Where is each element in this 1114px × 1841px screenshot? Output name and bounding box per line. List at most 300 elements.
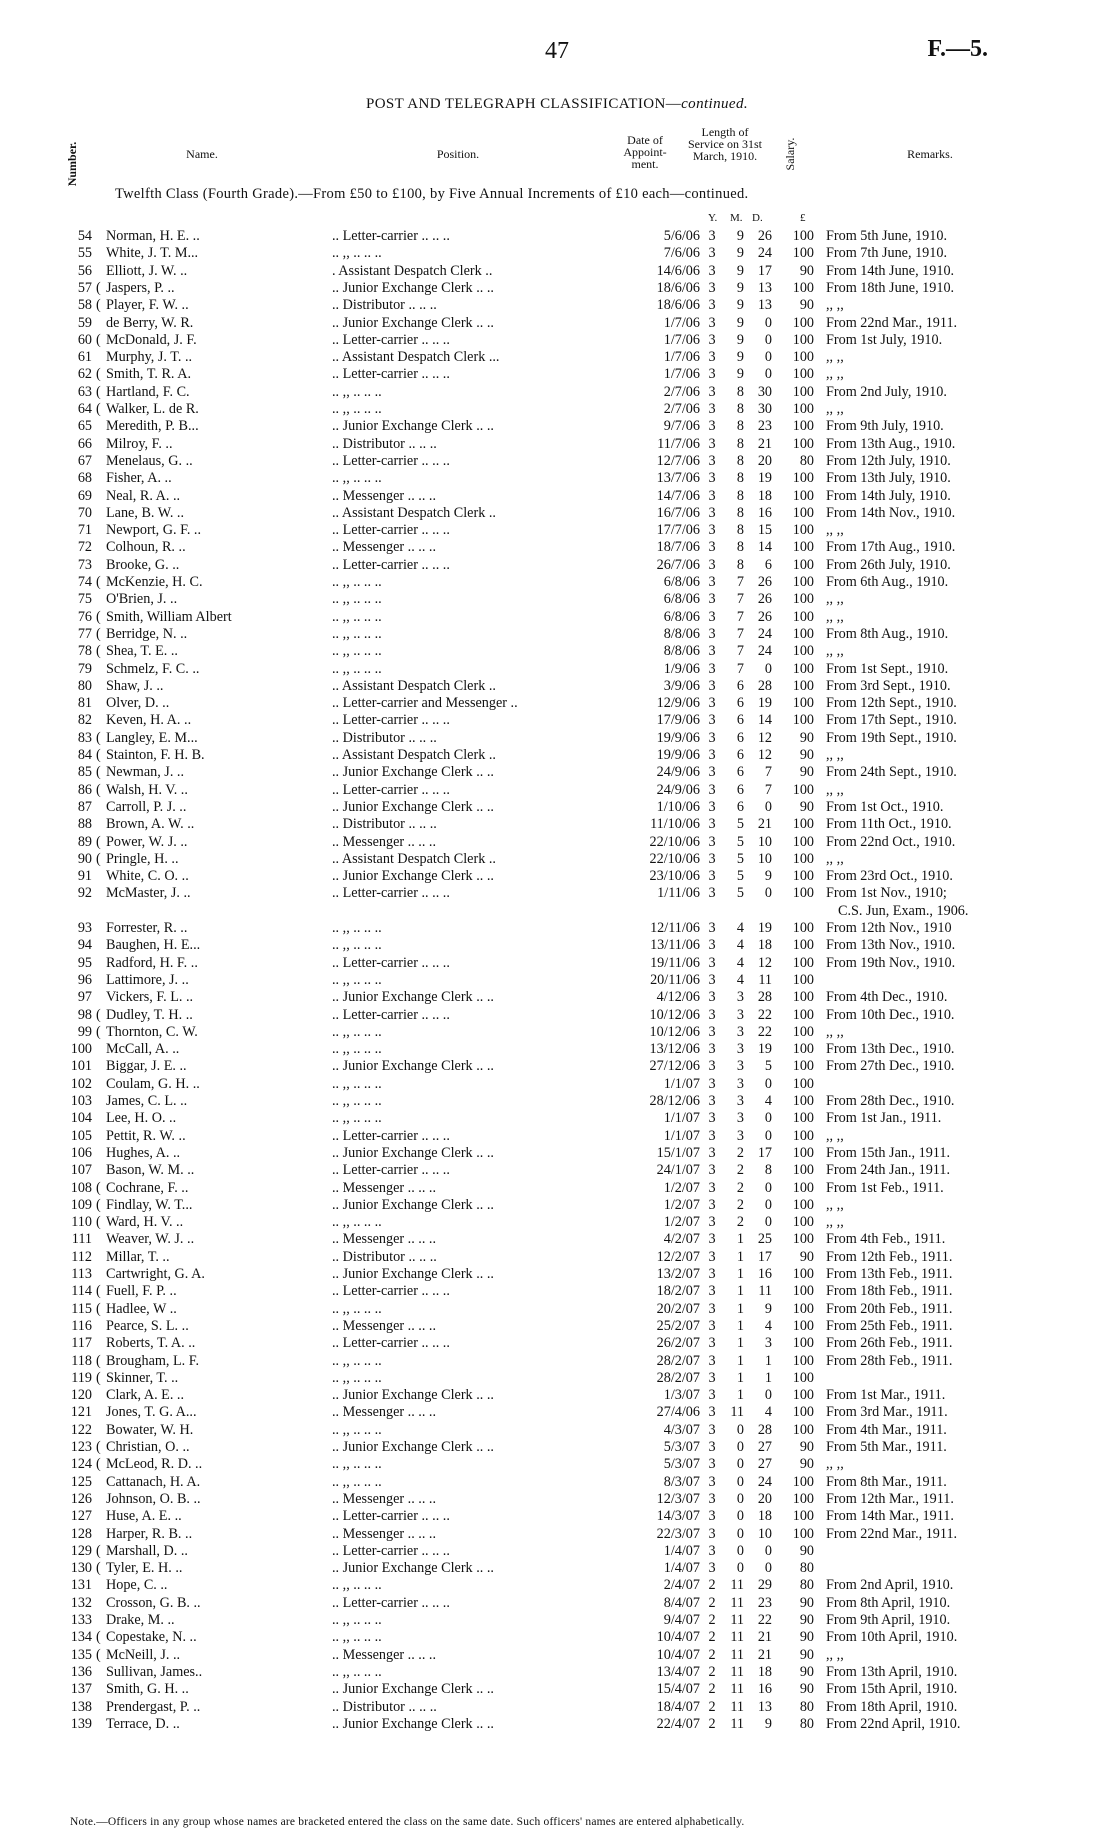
table-row [0, 955, 1114, 972]
table-row [0, 488, 1114, 505]
employee-name: Lattimore, J. .. [106, 971, 189, 988]
row-number: 67 [77, 452, 92, 469]
service-years: 3 [708, 1421, 716, 1438]
salary: 100 [792, 487, 814, 504]
service-months: 3 [736, 1023, 744, 1040]
employee-name: Radford, H. F. .. [106, 954, 198, 971]
row-number: 132 [70, 1594, 92, 1611]
table-row [0, 539, 1114, 556]
appointment-date: 13/11/06 [650, 937, 700, 954]
salary: 100 [792, 1162, 814, 1179]
appointment-date: 13/7/06 [656, 470, 700, 487]
salary: 100 [792, 1335, 814, 1352]
salary: 100 [792, 1214, 814, 1231]
bracket: ( [96, 608, 101, 625]
service-months: 5 [736, 868, 744, 885]
table-row [0, 1716, 1114, 1733]
service-months: 9 [736, 262, 744, 279]
position: .. Letter-carrier .. .. .. [332, 954, 450, 971]
salary: 100 [792, 1369, 814, 1386]
position: .. Letter-carrier .. .. .. [332, 1006, 450, 1023]
table-row [0, 1353, 1114, 1370]
appointment-date: 1/7/06 [663, 349, 700, 366]
appointment-date: 22/4/07 [656, 1715, 700, 1732]
bracket: ( [96, 331, 101, 348]
service-months: 1 [736, 1317, 744, 1334]
row-number: 65 [77, 418, 92, 435]
service-years: 3 [708, 504, 716, 521]
salary: 100 [792, 1093, 814, 1109]
header-number: Number. [65, 141, 79, 187]
bracket: ( [96, 1023, 101, 1040]
service-years: 3 [708, 383, 716, 400]
employee-name: Harper, R. B. .. [106, 1525, 193, 1542]
salary: 100 [792, 1006, 814, 1023]
table-row [0, 349, 1114, 366]
row-number: 126 [70, 1490, 92, 1507]
appointment-date: 1/11/06 [657, 885, 700, 902]
service-years: 3 [708, 1508, 716, 1525]
position: .. ,, .. .. .. [332, 1663, 382, 1680]
table-row [0, 591, 1114, 608]
remarks-continued: C.S. Jun, Exam., 1906. [838, 902, 969, 919]
salary: 100 [792, 1525, 814, 1542]
appointment-date: 1/7/06 [663, 366, 700, 383]
row-number: 128 [70, 1525, 92, 1542]
appointment-date: 16/7/06 [656, 504, 700, 521]
position: .. Letter-carrier .. .. .. [332, 1594, 450, 1611]
service-years: 3 [708, 989, 716, 1006]
table-row [0, 1266, 1114, 1283]
row-number: 61 [77, 349, 92, 366]
remarks: ,, ,, [826, 1646, 844, 1663]
service-months: 7 [736, 660, 744, 677]
table-row [0, 1543, 1114, 1560]
position: .. Messenger .. .. .. [332, 1179, 437, 1196]
position: .. Letter-carrier .. .. .. [332, 1127, 450, 1144]
bracket: ( [96, 729, 101, 746]
remarks: From 22nd Mar., 1911. [826, 1525, 958, 1542]
service-years: 3 [708, 574, 716, 590]
service-years: 3 [708, 1041, 716, 1058]
employee-name: Langley, E. M... [106, 729, 198, 746]
appointment-date: 6/8/06 [663, 608, 700, 625]
appointment-date: 4/12/06 [656, 989, 700, 1006]
service-months: 11 [730, 1663, 744, 1680]
remarks: ,, ,, [826, 643, 844, 660]
service-months: 1 [736, 1231, 744, 1248]
position: .. ,, .. .. .. [332, 608, 382, 625]
employee-name: Pettit, R. W. .. [106, 1127, 186, 1144]
service-months: 9 [736, 349, 744, 366]
service-months: 7 [736, 574, 744, 590]
service-days: 18 [757, 487, 772, 504]
appointment-date: 18/7/06 [656, 539, 700, 556]
position: .. Junior Exchange Clerk .. .. [332, 314, 494, 331]
service-years: 3 [708, 937, 716, 954]
appointment-date: 6/8/06 [663, 574, 700, 590]
position: .. ,, .. .. .. [332, 1214, 382, 1231]
employee-name: Huse, A. E. .. [106, 1508, 182, 1525]
employee-name: McDonald, J. F. [106, 331, 197, 348]
position: .. Junior Exchange Clerk .. .. [332, 798, 494, 815]
position: .. Assistant Despatch Clerk .. [332, 677, 496, 694]
salary: 100 [792, 401, 814, 417]
service-days: 0 [764, 1560, 772, 1577]
appointment-date: 26/7/06 [656, 556, 700, 573]
service-years: 2 [708, 1612, 716, 1628]
service-years: 3 [708, 1456, 716, 1473]
employee-name: Christian, O. .. [106, 1439, 190, 1455]
service-days: 13 [757, 279, 772, 296]
salary: 100 [792, 1283, 814, 1300]
position: .. Distributor .. .. .. [332, 1248, 437, 1265]
salary: 100 [792, 314, 814, 331]
salary: 90 [799, 1681, 814, 1698]
service-days: 16 [757, 504, 772, 521]
employee-name: Skinner, T. .. [106, 1369, 179, 1386]
position: .. Letter-carrier .. .. .. [332, 1542, 450, 1559]
table-row [0, 1681, 1114, 1698]
employee-name: Elliott, J. W. .. [106, 262, 188, 279]
remarks: From 13th Feb., 1911. [826, 1266, 953, 1282]
service-years: 3 [708, 591, 716, 608]
service-days: 24 [757, 643, 772, 660]
row-number: 115 [71, 1300, 92, 1317]
position: .. Messenger .. .. .. [332, 1490, 437, 1507]
salary: 100 [792, 1473, 814, 1490]
service-days: 21 [757, 816, 772, 833]
appointment-date: 20/2/07 [656, 1300, 700, 1317]
appointment-date: 17/7/06 [656, 522, 700, 539]
remarks: ,, ,, [826, 608, 844, 625]
salary: 100 [792, 539, 814, 556]
row-number: 68 [77, 470, 92, 487]
service-months: 1 [736, 1387, 744, 1404]
service-years: 3 [708, 262, 716, 279]
row-number: 139 [70, 1715, 92, 1732]
table-row [0, 626, 1114, 643]
header-remarks: Remarks. [907, 147, 953, 161]
service-months: 0 [736, 1508, 744, 1525]
row-number: 72 [77, 539, 92, 556]
row-number: 95 [77, 954, 92, 971]
service-months: 2 [736, 1144, 744, 1161]
table-row [0, 505, 1114, 522]
position: .. Messenger .. .. .. [332, 833, 437, 850]
position: .. ,, .. .. .. [332, 383, 382, 400]
service-months: 3 [736, 989, 744, 1006]
table-row [0, 1301, 1114, 1318]
remarks: From 10th Dec., 1910. [826, 1006, 955, 1023]
employee-name: Pearce, S. L. .. [106, 1317, 189, 1334]
service-months: 6 [736, 747, 744, 763]
service-years: 3 [708, 1058, 716, 1075]
service-days: 20 [757, 452, 772, 469]
salary: 100 [792, 1508, 814, 1525]
service-days: 16 [757, 1681, 772, 1698]
employee-name: Marshall, D. .. [106, 1542, 188, 1559]
service-years: 3 [708, 1093, 716, 1109]
service-days: 19 [757, 695, 772, 712]
service-months: 4 [736, 971, 744, 988]
appointment-date: 11/10/06 [650, 816, 700, 833]
service-years: 3 [708, 1490, 716, 1507]
position: .. Letter-carrier .. .. .. [332, 366, 450, 383]
employee-name: Cartwright, G. A. [106, 1266, 205, 1282]
table-row [0, 730, 1114, 747]
position: .. Junior Exchange Clerk .. .. [332, 1715, 494, 1732]
service-years: 3 [708, 297, 716, 314]
salary: 100 [792, 608, 814, 625]
row-number: 117 [71, 1335, 92, 1352]
position: .. Letter-carrier .. .. .. [332, 522, 450, 539]
salary: 100 [792, 920, 814, 936]
employee-name: Jaspers, P. .. [106, 279, 175, 296]
position: .. ,, .. .. .. [332, 1421, 382, 1438]
service-days: 26 [757, 574, 772, 590]
appointment-date: 2/4/07 [663, 1577, 700, 1594]
table-row [0, 332, 1114, 349]
position: .. ,, .. .. .. [332, 1110, 382, 1127]
bracket: ( [96, 574, 101, 590]
employee-name: Brougham, L. F. [106, 1352, 200, 1369]
salary: 100 [792, 574, 814, 590]
position: .. Junior Exchange Clerk .. .. [332, 1560, 494, 1577]
table-row [0, 764, 1114, 781]
row-number: 119 [71, 1369, 92, 1386]
bracket: ( [96, 383, 101, 400]
salary: 100 [792, 556, 814, 573]
remarks: From 13th July, 1910. [826, 470, 951, 487]
employee-name: Coulam, G. H. .. [106, 1075, 200, 1092]
employee-name: Stainton, F. H. B. [106, 747, 205, 763]
appointment-date: 9/7/06 [663, 418, 700, 435]
remarks: From 8th Aug., 1910. [826, 625, 949, 642]
row-number: 135 [70, 1646, 92, 1663]
service-days: 12 [757, 729, 772, 746]
salary: 100 [792, 954, 814, 971]
service-years: 3 [708, 1006, 716, 1023]
service-months: 8 [736, 470, 744, 487]
service-months: 3 [736, 1058, 744, 1075]
table-row [0, 1058, 1114, 1075]
service-months: 11 [730, 1715, 744, 1732]
remarks: From 24th Jan., 1911. [826, 1162, 951, 1179]
service-months: 4 [736, 937, 744, 954]
remarks: ,, ,, [826, 1456, 844, 1473]
header-length: Length of Service on 31st March, 1910. [688, 125, 762, 163]
appointment-date: 24/1/07 [656, 1162, 700, 1179]
table-row [0, 1404, 1114, 1421]
service-years: 3 [708, 1473, 716, 1490]
remarks: From 3rd Sept., 1910. [826, 677, 951, 694]
position: .. ,, .. .. .. [332, 1075, 382, 1092]
table-row [0, 557, 1114, 574]
service-years: 3 [708, 1560, 716, 1577]
row-number: 87 [77, 798, 92, 815]
row-number: 64 [77, 401, 92, 417]
remarks: From 8th Mar., 1911. [826, 1473, 947, 1490]
service-days: 23 [757, 418, 772, 435]
bracket: ( [96, 401, 101, 417]
appointment-date: 1/9/06 [663, 660, 700, 677]
appointment-date: 14/3/07 [656, 1508, 700, 1525]
service-months: 8 [736, 504, 744, 521]
appointment-date: 23/10/06 [649, 868, 700, 885]
position: .. Junior Exchange Clerk .. .. [332, 1266, 494, 1282]
salary: 100 [792, 868, 814, 885]
salary: 100 [792, 435, 814, 452]
employee-name: Hartland, F. C. [106, 383, 190, 400]
position: .. ,, .. .. .. [332, 625, 382, 642]
service-days: 1 [764, 1352, 772, 1369]
salary: 80 [799, 1577, 814, 1594]
employee-name: Fisher, A. .. [106, 470, 172, 487]
service-days: 7 [764, 781, 772, 798]
employee-name: O'Brien, J. .. [106, 591, 178, 608]
salary: 100 [792, 677, 814, 694]
service-years: 3 [708, 1075, 716, 1092]
service-years: 3 [708, 868, 716, 885]
employee-name: Johnson, O. B. .. [106, 1490, 201, 1507]
remarks: From 12th Sept., 1910. [826, 695, 957, 712]
appointment-date: 12/2/07 [656, 1248, 700, 1265]
appointment-date: 22/10/06 [649, 850, 700, 867]
table-row [0, 695, 1114, 712]
table-row [0, 816, 1114, 833]
service-years: 2 [708, 1698, 716, 1715]
table-row [0, 522, 1114, 539]
appointment-date: 18/2/07 [656, 1283, 700, 1300]
employee-name: Fuell, F. P. .. [106, 1283, 177, 1300]
salary: 100 [792, 989, 814, 1006]
employee-name: Crosson, G. B. .. [106, 1594, 201, 1611]
title-continued: continued. [681, 96, 749, 112]
service-months: 1 [736, 1266, 744, 1282]
service-months: 1 [736, 1335, 744, 1352]
page-title [0, 96, 1114, 113]
position: .. Messenger .. .. .. [332, 1231, 437, 1248]
row-number: 55 [77, 245, 92, 262]
employee-name: Neal, R. A. .. [106, 487, 181, 504]
remarks: From 12th July, 1910. [826, 452, 951, 469]
position: .. Messenger .. .. .. [332, 487, 437, 504]
service-days: 11 [758, 1283, 772, 1300]
service-months: 9 [736, 297, 744, 314]
employee-name: Weaver, W. J. .. [106, 1231, 195, 1248]
salary: 100 [792, 1404, 814, 1421]
service-months: 11 [730, 1681, 744, 1698]
appointment-date: 28/2/07 [656, 1352, 700, 1369]
service-days: 0 [764, 314, 772, 331]
position: .. Distributor .. .. .. [332, 1698, 437, 1715]
salary: 100 [792, 885, 814, 902]
service-months: 1 [736, 1369, 744, 1386]
table-row [0, 1508, 1114, 1525]
salary: 100 [792, 1179, 814, 1196]
salary: 100 [792, 349, 814, 366]
service-days: 6 [764, 556, 772, 573]
service-years: 3 [708, 850, 716, 867]
row-number: 106 [70, 1144, 92, 1161]
service-years: 3 [708, 1542, 716, 1559]
employee-name: Pringle, H. .. [106, 850, 179, 867]
employee-name: Walsh, H. V. .. [106, 781, 188, 798]
service-days: 9 [764, 1715, 772, 1732]
row-number: 92 [77, 885, 92, 902]
service-years: 2 [708, 1594, 716, 1611]
service-months: 6 [736, 712, 744, 729]
remarks: From 9th April, 1910. [826, 1612, 951, 1628]
service-months: 2 [736, 1162, 744, 1179]
service-days: 15 [757, 522, 772, 539]
position: .. Junior Exchange Clerk .. .. [332, 1058, 494, 1075]
position: .. Letter-carrier .. .. .. [332, 228, 450, 244]
remarks: From 14th June, 1910. [826, 262, 955, 279]
position: .. ,, .. .. .. [332, 1041, 382, 1058]
service-months: 3 [736, 1041, 744, 1058]
remarks: From 27th Dec., 1910. [826, 1058, 955, 1075]
table-row [0, 747, 1114, 764]
appointment-date: 13/4/07 [656, 1663, 700, 1680]
salary: 90 [799, 764, 814, 781]
service-years: 3 [708, 781, 716, 798]
table-row [0, 280, 1114, 297]
position: .. ,, .. .. .. [332, 574, 382, 590]
row-number: 120 [70, 1387, 92, 1404]
bracket: ( [96, 764, 101, 781]
row-number: 123 [70, 1439, 92, 1455]
row-number: 77 [77, 625, 92, 642]
table-row [0, 1474, 1114, 1491]
position: .. Assistant Despatch Clerk .. [332, 747, 496, 763]
table-row [0, 799, 1114, 816]
position: .. Letter-carrier .. .. .. [332, 1283, 450, 1300]
service-years: 3 [708, 1179, 716, 1196]
bracket: ( [96, 279, 101, 296]
remarks: ,, ,, [826, 781, 844, 798]
row-number: 58 [77, 297, 92, 314]
appointment-date: 13/2/07 [656, 1266, 700, 1282]
appointment-date: 18/6/06 [656, 279, 700, 296]
bracket: ( [96, 1283, 101, 1300]
service-days: 27 [757, 1456, 772, 1473]
employee-name: Sullivan, James.. [106, 1663, 203, 1680]
table-row [0, 315, 1114, 332]
service-months: 8 [736, 435, 744, 452]
salary: 100 [792, 1421, 814, 1438]
employee-name: Berridge, N. .. [106, 625, 188, 642]
employee-name: Menelaus, G. .. [106, 452, 193, 469]
row-number: 137 [70, 1681, 92, 1698]
salary: 100 [792, 418, 814, 435]
service-years: 3 [708, 1439, 716, 1455]
remarks: From 8th April, 1910. [826, 1594, 951, 1611]
salary: 90 [799, 297, 814, 314]
bracket: ( [96, 1629, 101, 1646]
service-days: 0 [764, 1127, 772, 1144]
table-row [0, 1283, 1114, 1300]
row-number: 130 [70, 1560, 92, 1577]
bracket: ( [96, 1006, 101, 1023]
table-row [0, 470, 1114, 487]
appointment-date: 1/1/07 [663, 1110, 700, 1127]
remarks: ,, ,, [826, 1214, 844, 1231]
service-days: 28 [757, 677, 772, 694]
service-months: 11 [730, 1594, 744, 1611]
header-salary: Salary. [783, 137, 797, 171]
